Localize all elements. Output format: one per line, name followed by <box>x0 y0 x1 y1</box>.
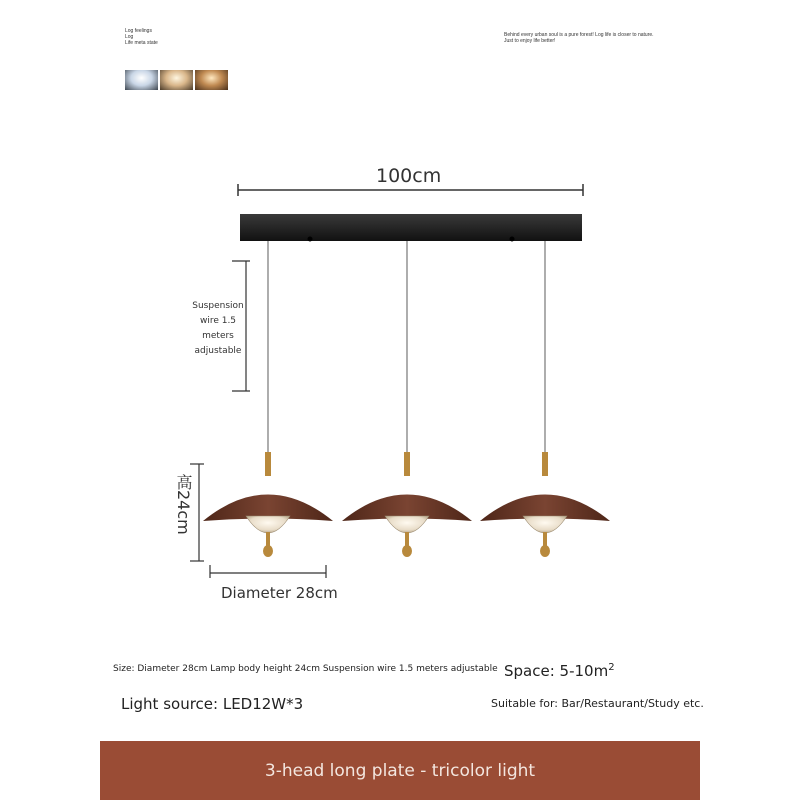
width-label: 100cm <box>376 165 442 187</box>
note-line: Log <box>125 34 134 40</box>
tagline-line: Just to enjoy life better! <box>504 38 556 44</box>
pendant-lamp <box>203 241 333 557</box>
pendant-lamp <box>480 241 610 557</box>
suspension-line: wire 1.5 <box>199 316 237 326</box>
suspension-line: Suspension <box>192 301 244 311</box>
suspension-label <box>190 299 246 359</box>
height-label: 高24cm <box>174 474 193 535</box>
canopy-plate <box>240 214 582 242</box>
note-line: Life meta state <box>125 40 158 46</box>
note-line: Log feelings <box>125 28 152 34</box>
diameter-dimension <box>210 565 326 578</box>
banner-text: 3-head long plate - tricolor light <box>264 760 536 781</box>
product-banner <box>100 741 700 800</box>
space-spec <box>504 662 615 680</box>
tagline-line: Behind every urban soul is a pure forest! Log life is closer to nature. <box>504 32 654 38</box>
light-source-spec: Light source: LED12W*3 <box>121 695 304 713</box>
pendant-lamp <box>342 241 472 557</box>
suspension-line: meters <box>202 331 234 341</box>
suspension-line: adjustable <box>194 346 242 356</box>
size-spec: Size: Diameter 28cm Lamp body height 24cm Suspension wire 1.5 meters adjustable <box>113 664 498 674</box>
space-text: Space: 5-10m <box>504 662 609 680</box>
space-superscript: 2 <box>608 662 615 673</box>
suitable-spec: Suitable for: Bar/Restaurant/Study etc. <box>491 697 704 710</box>
diameter-label: Diameter 28cm <box>221 584 338 602</box>
